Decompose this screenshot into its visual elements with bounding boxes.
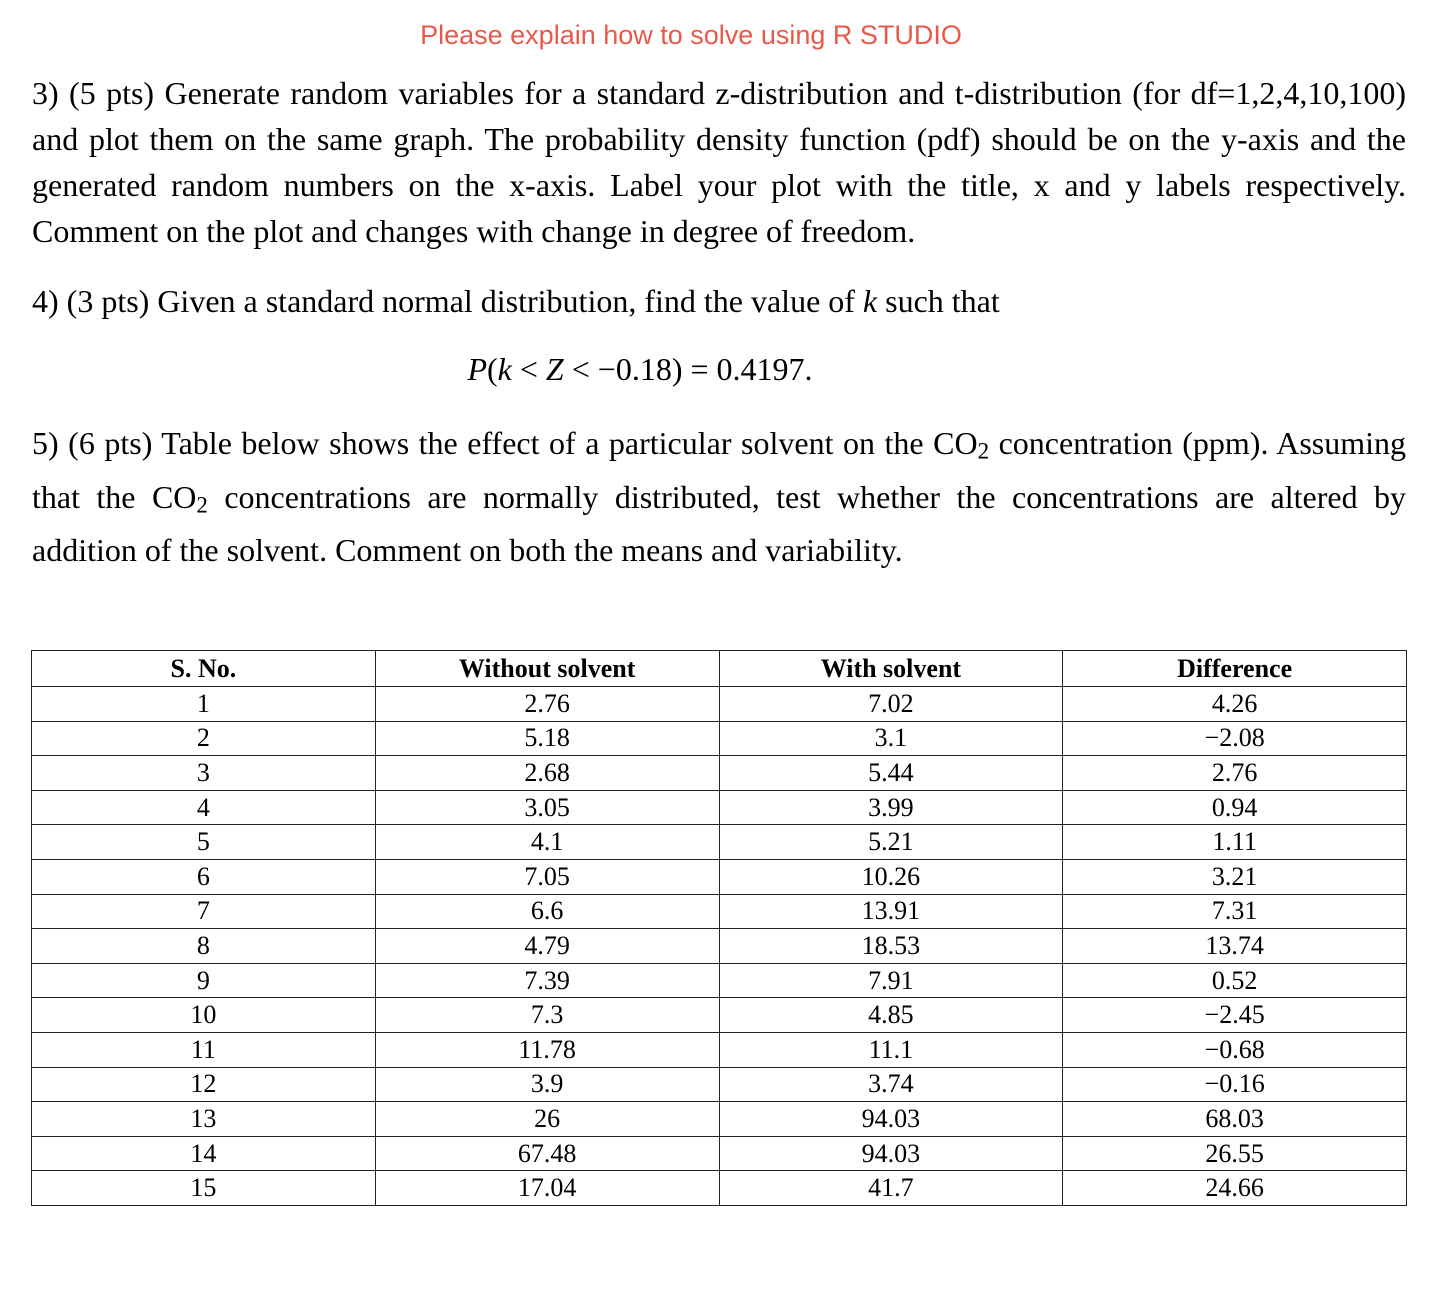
- formula-rest: < −0.18) = 0.4197.: [563, 351, 813, 387]
- cell-sno: 4: [32, 790, 376, 825]
- cell-sno: 5: [32, 825, 376, 860]
- cell-difference: 26.55: [1063, 1136, 1407, 1171]
- cell-without-solvent: 11.78: [375, 1032, 719, 1067]
- cell-sno: 8: [32, 929, 376, 964]
- question-5-part-c: concentrations are normally distributed, test whether the concentrations are altered by addition of the solvent. Comment on both the means and variability.: [32, 478, 1407, 569]
- cell-without-solvent: 4.1: [375, 825, 719, 860]
- table-body: [32, 687, 1407, 1206]
- cell-sno: 11: [32, 1032, 376, 1067]
- formula-P: P: [467, 351, 488, 387]
- cell-difference: 3.21: [1063, 859, 1407, 894]
- cell-with-solvent: 94.03: [719, 1102, 1063, 1137]
- co2-subscript: 2: [196, 491, 208, 518]
- cell-without-solvent: 7.3: [375, 998, 719, 1033]
- table-row: [32, 929, 1407, 964]
- cell-without-solvent: 5.18: [375, 721, 719, 756]
- probability-formula: [0, 351, 1438, 388]
- cell-difference: 2.76: [1063, 756, 1407, 791]
- cell-with-solvent: 4.85: [719, 998, 1063, 1033]
- cell-difference: −2.08: [1063, 721, 1407, 756]
- question-4-text-end: such that: [877, 283, 1000, 319]
- cell-with-solvent: 3.99: [719, 790, 1063, 825]
- cell-with-solvent: 41.7: [719, 1171, 1063, 1206]
- cell-without-solvent: 67.48: [375, 1136, 719, 1171]
- cell-with-solvent: 3.74: [719, 1067, 1063, 1102]
- table-row: [32, 790, 1407, 825]
- cell-sno: 12: [32, 1067, 376, 1102]
- table-row: [32, 1171, 1407, 1206]
- question-5-part-b: concentration (ppm). Assuming that the CO: [32, 425, 1407, 515]
- cell-without-solvent: 4.79: [375, 929, 719, 964]
- header-difference: Difference: [1063, 651, 1407, 687]
- cell-with-solvent: 94.03: [719, 1136, 1063, 1171]
- cell-difference: 68.03: [1063, 1102, 1407, 1137]
- header-with-solvent: With solvent: [719, 651, 1063, 687]
- cell-sno: 2: [32, 721, 376, 756]
- cell-difference: 4.26: [1063, 687, 1407, 722]
- formula-k: k: [497, 351, 512, 387]
- cell-without-solvent: 17.04: [375, 1171, 719, 1206]
- cell-difference: −0.16: [1063, 1067, 1407, 1102]
- cell-difference: 0.94: [1063, 790, 1407, 825]
- table-row: [32, 998, 1407, 1033]
- table-row: [32, 687, 1407, 722]
- cell-without-solvent: 7.05: [375, 859, 719, 894]
- cell-sno: 3: [32, 756, 376, 791]
- cell-without-solvent: 2.76: [375, 687, 719, 722]
- cell-difference: 7.31: [1063, 894, 1407, 929]
- cell-sno: 6: [32, 859, 376, 894]
- table-row: [32, 1102, 1407, 1137]
- cell-with-solvent: 7.91: [719, 963, 1063, 998]
- cell-sno: 1: [32, 687, 376, 722]
- table-row: [32, 721, 1407, 756]
- request-note: Please explain how to solve using R STUDIO: [420, 20, 962, 50]
- table-row: [32, 963, 1407, 998]
- table-row: [32, 1136, 1407, 1171]
- cell-sno: 9: [32, 963, 376, 998]
- question-4: [32, 278, 1406, 324]
- formula-paren: (: [487, 351, 498, 387]
- cell-difference: −0.68: [1063, 1032, 1407, 1067]
- cell-without-solvent: 6.6: [375, 894, 719, 929]
- cell-sno: 7: [32, 894, 376, 929]
- table-row: [32, 1067, 1407, 1102]
- table-row: [32, 756, 1407, 791]
- formula-Z: Z: [545, 351, 564, 387]
- cell-without-solvent: 2.68: [375, 756, 719, 791]
- co2-data-table: [31, 650, 1407, 1206]
- table-row: [32, 859, 1407, 894]
- question-5-part-a: 5) (6 pts) Table below shows the effect of a particular solvent on the CO: [32, 425, 978, 461]
- header-sno: S. No.: [32, 651, 376, 687]
- cell-sno: 10: [32, 998, 376, 1033]
- cell-without-solvent: 26: [375, 1102, 719, 1137]
- formula-lt: <: [511, 351, 546, 387]
- table-row: [32, 825, 1407, 860]
- question-4-text: 4) (3 pts) Given a standard normal distribution, find the value of: [32, 283, 863, 319]
- cell-with-solvent: 5.21: [719, 825, 1063, 860]
- cell-difference: 24.66: [1063, 1171, 1407, 1206]
- cell-with-solvent: 3.1: [719, 721, 1063, 756]
- cell-without-solvent: 3.9: [375, 1067, 719, 1102]
- cell-sno: 13: [32, 1102, 376, 1137]
- cell-with-solvent: 11.1: [719, 1032, 1063, 1067]
- cell-without-solvent: 3.05: [375, 790, 719, 825]
- cell-with-solvent: 13.91: [719, 894, 1063, 929]
- cell-without-solvent: 7.39: [375, 963, 719, 998]
- cell-difference: 1.11: [1063, 825, 1407, 860]
- cell-with-solvent: 7.02: [719, 687, 1063, 722]
- table-header-row: [32, 651, 1407, 687]
- cell-sno: 15: [32, 1171, 376, 1206]
- table-row: [32, 894, 1407, 929]
- co2-subscript: 2: [977, 437, 990, 464]
- cell-sno: 14: [32, 1136, 376, 1171]
- header-without-solvent: Without solvent: [375, 651, 719, 687]
- question-3: 3) (5 pts) Generate random variables for a standard z-distribution and t-distribution (for df=1,2,4,10,100) and plot them on the same graph. The probability density function (pdf) should be on the y-axis and the generated random numbers on the x-axis. Label your plot with the title, x and y labels respectively. Comment on the plot and changes with change in degree of freedom.: [32, 75, 1406, 249]
- cell-with-solvent: 10.26: [719, 859, 1063, 894]
- cell-difference: 13.74: [1063, 929, 1407, 964]
- cell-with-solvent: 18.53: [719, 929, 1063, 964]
- cell-with-solvent: 5.44: [719, 756, 1063, 791]
- cell-difference: −2.45: [1063, 998, 1407, 1033]
- question-5: [32, 420, 1406, 573]
- table-row: [32, 1032, 1407, 1067]
- variable-k: k: [862, 283, 878, 319]
- cell-difference: 0.52: [1063, 963, 1407, 998]
